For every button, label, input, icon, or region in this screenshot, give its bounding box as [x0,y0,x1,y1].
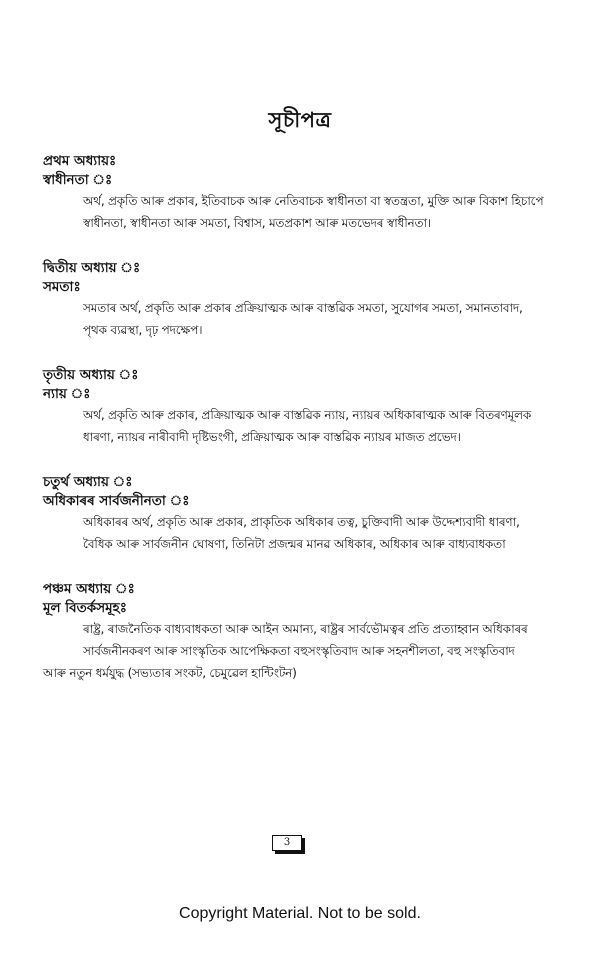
chapter-topic: সমতাঃ [43,279,81,295]
description-line: অৰ্থ, প্ৰকৃতি আৰু প্ৰকাৰ, প্ৰক্ৰিয়াত্মক আৰু বাস্তৱিক ন্যায়, ন্যায়ৰ অধিকাৰাত্মক আৰু বিতৰণমূলক [83,408,532,422]
chapter-3 [43,366,573,448]
page-number: 3 [272,835,302,851]
description-line: অধিকাৰৰ অৰ্থ, প্ৰকৃতি আৰু প্ৰকাৰ, প্ৰাকৃতিক অধিকাৰ তত্ব, চুক্তিবাদী আৰু উদ্দেশ্যবাদী ধাৰণা, [83,515,520,529]
copyright-notice: Copyright Material. Not to be sold. [179,905,421,922]
page-title: সূচীপত্ৰ [268,108,332,132]
description-line: বৈধিক আৰু সাৰ্বজনীন ঘোষণা, তিনিটা প্ৰজন্মৰ মানৱ অধিকাৰ, অধিকাৰ আৰু বাধ্যবাধকতা [83,537,506,551]
chapter-2 [43,259,573,341]
chapter-description [43,618,573,684]
description-line: পৃথক ব্যৱস্থা, দৃঢ় পদক্ষেপ। [83,323,203,337]
chapter-description [43,511,573,555]
chapter-4 [43,473,573,555]
table-of-contents [43,152,573,709]
description-line: অৰ্থ, প্ৰকৃতি আৰু প্ৰকাৰ, ইতিবাচক আৰু নেতিবাচক স্বাধীনতা বা স্বতন্ত্ৰতা, মুক্তি আৰু বিকাশ হিচাপে [83,194,544,208]
chapter-5 [43,580,573,684]
chapter-label: দ্বিতীয় অধ্যায় ঃ [43,260,141,276]
chapter-description [43,404,573,448]
chapter-topic: স্বাধীনতা ঃ [43,172,113,188]
chapter-topic: অধিকাৰৰ সাৰ্বজনীনতা ঃ [43,493,190,509]
chapter-topic: ন্যায় ঃ [43,386,91,402]
chapter-1 [43,152,573,234]
description-line: ধাৰণা, ন্যায়ৰ নাৰীবাদী দৃষ্টিভংগী, প্ৰক্ৰিয়াত্মক আৰু বাস্তৱিক ন্যায়ৰ মাজত প্ৰভেদ। [83,430,461,444]
description-line: সাৰ্বজনীনকৰণ আৰু সাংস্কৃতিক আপেক্ষিকতা বহুসংস্কৃতিবাদ আৰু সহনশীলতা, বহু সংস্কৃতিবাদ [83,644,515,658]
chapter-label: চতুৰ্থ অধ্যায় ঃ [43,474,133,490]
description-line: আৰু নতুন ধৰ্মযুদ্ধ (সভ্যতাৰ সংকট, চেমুৱেল হান্টিংটন) [43,666,297,680]
chapter-label: প্ৰথম অধ্যায়ঃ [43,153,117,169]
description-line: স্বাধীনতা, স্বাধীনতা আৰু সমতা, বিশ্বাস, মতপ্ৰকাশ আৰু মতভেদৰ স্বাধীনতা। [83,216,431,230]
description-line: সমতাৰ অৰ্থ, প্ৰকৃতি আৰু প্ৰকাৰ প্ৰক্ৰিয়াত্মক আৰু বাস্তৱিক সমতা, সুযোগৰ সমতা, সমানতাবাদ, [83,301,523,315]
chapter-description [43,190,573,234]
chapter-topic: মূল বিতৰ্কসমূহঃ [43,600,127,616]
chapter-label: পঞ্চম অধ্যায় ঃ [43,581,135,597]
chapter-label: তৃতীয় অধ্যায় ঃ [43,367,139,383]
chapter-description [43,297,573,341]
description-line: ৰাষ্ট্ৰ, ৰাজনৈতিক বাধ্যবাধকতা আৰু আইন অমান্য, ৰাষ্ট্ৰৰ সাৰ্বভৌমত্বৰ প্ৰতি প্ৰত্যাহ্বান অধিকাৰৰ [83,622,528,636]
